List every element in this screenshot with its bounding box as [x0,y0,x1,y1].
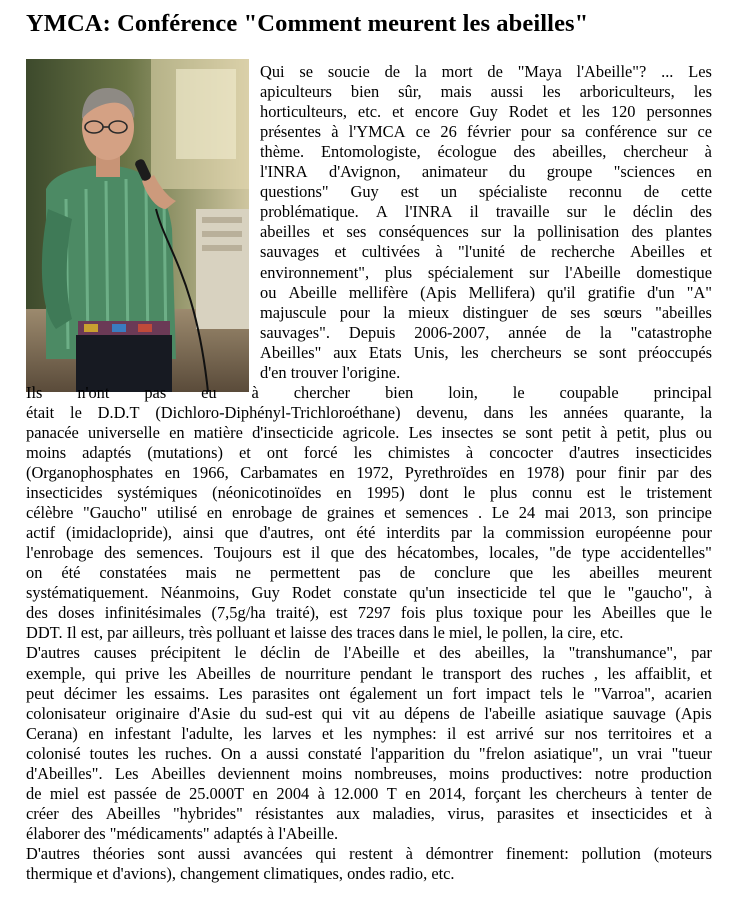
paragraph-line: apiculteurs bien sûr, mais aussi les arboriculteurs, les [260,82,712,102]
paragraph-line: Cerana) en infestant l'adulte, les larves et les nymphes: il est arrivé sur nos territoires et a [26,723,712,743]
paragraph-line: Ils n'ont pas eu à chercher bien loin, le coupable principal [26,382,712,402]
paragraph-line: problématique. A l'INRA il travaille sur le déclin des [260,202,712,222]
paragraph-line: peut décimer les essaims. Les parasites ont également un fort impact tels le "Varroa", acarien [26,683,712,703]
paragraph-line: ou Abeille mellifère (Apis Mellifera) qu'il gratifie d'un "A" [260,282,712,302]
paragraph-line: panacée universelle en matière d'insecticide agricole. Les insectes se sont petit à petit, plus ou [26,422,712,442]
paragraph-line: DDT. Il est, par ailleurs, très polluant et laisse des traces dans le miel, le pollen, la cire, etc. [26,623,624,643]
paragraph-line: colonisateur originaire d'Asie du sud-est qui vit au dépens de l'abeille asiatique sauvage (Apis [26,703,712,723]
paragraph-line: des doses infinitésimales (7,5g/ha traité), est 7297 fois plus toxique pour les Abeilles que le [26,603,712,623]
paragraph-line: l'INRA d'Avignon, animateur du groupe "sciences en [260,162,712,182]
paragraph-line: était le D.D.T (Dichloro-Diphényl-Trichloroéthane) devenu, dans les années quarante, la [26,402,712,422]
paragraph-line: sauvages et cultivées à "l'unité de recherche Abeilles et [260,242,712,262]
paragraph-line: colonisé toutes les ruches. On a aussi constaté l'apparition du "frelon asiatique", un vrai "tueur [26,743,712,763]
paragraph-line: horticulteurs, etc. et encore Guy Rodet et les 120 personnes [260,102,712,122]
paragraph-line: thermique et d'avions), changement climatiques, ondes radio, etc. [26,864,455,883]
paragraph-line: systématiquement. Néanmoins, Guy Rodet constate qu'un insecticide tel que le "gaucho", à [26,583,712,603]
paragraph-line: D'autres théories sont aussi avancées qui restent à démontrer finement: pollution (moteurs [26,843,712,863]
paragraph-line: D'autres causes précipitent le déclin de l'Abeille et des abeilles, la "transhumance", par [26,643,712,663]
paragraph-line: majuscule pour la mieux distinguer de ses sœurs "abeilles [260,302,712,322]
article-title: YMCA: Conférence "Comment meurent les abeilles" [26,10,589,37]
paragraph-line: Qui se soucie de la mort de "Maya l'Abeille"? ... Les [260,62,712,81]
paragraph-line: (Organophosphates en 1966, Carbamates en 1972, Pyrethroïdes en 1978) pour finir par des [26,463,712,482]
paragraph-line: actif (imidaclopride), ainsi que d'autres, ont été interdits par la commission européenne pour [26,523,712,543]
paragraph-line: insecticides systémiques (néonicotinoïdes en 1995) dont le plus connu est le tristement [26,483,712,503]
paragraph-line: célèbre "Gaucho" utilisé en enrobage de graines et semences . Le 24 mai 2013, son principe [26,503,712,523]
paragraph-line: Abeilles" aux Etats Unis, les chercheurs se sont préoccupés [260,342,712,362]
speaker-photo-image [26,59,249,392]
paragraph-line: environnement", plus spécialement sur l'Abeille domestique [260,262,712,282]
paragraph-line: l'enrobage des semences. Toujours est il que des hécatombes, locales, "de type accidentelles" [26,543,712,563]
paragraph-line: sauvages". Depuis 2006-2007, année de la "catastrophe [260,322,712,342]
paragraph-line: présentes à l'YMCA ce 26 février pour sa conférence sur ce [260,122,712,142]
paragraph-line: questions" Guy est un spécialiste reconnu de cette [260,182,712,202]
paragraph-line: d'en trouver l'origine. [260,362,401,382]
speaker-photo [26,59,249,392]
paragraph-line: abeilles et ses conséquences sur la pollinisation des plantes [260,222,712,242]
paragraph-line: thème. Entomologiste, écologue des abeilles, chercheur à [260,142,712,162]
paragraph-line: moins adaptés (mutations) et ont forcé les chimistes à concocter d'autres insecticides [26,442,712,462]
paragraph-line: de miel est passée de 25.000T en 2004 à 12.000 T en 2014, forçant les chercheurs à tenter de [26,783,712,803]
paragraph-line: exemple, qui prive les Abeilles de nourriture pendant le transport des ruches , les affaiblit, et [26,663,712,683]
paragraph-line: d'Abeilles". Les Abeilles deviennent moins nombreuses, moins productives: notre production [26,763,712,783]
paragraph-line: élaborer des "médicaments" adaptés à l'Abeille. [26,823,339,843]
paragraph-line: on été constatées mais ne permettent pas de conclure que les abeilles meurent [26,563,712,583]
paragraph-line: créer des Abeilles "hybrides" résistantes aux maladies, virus, parasites et insecticides et à [26,803,712,823]
